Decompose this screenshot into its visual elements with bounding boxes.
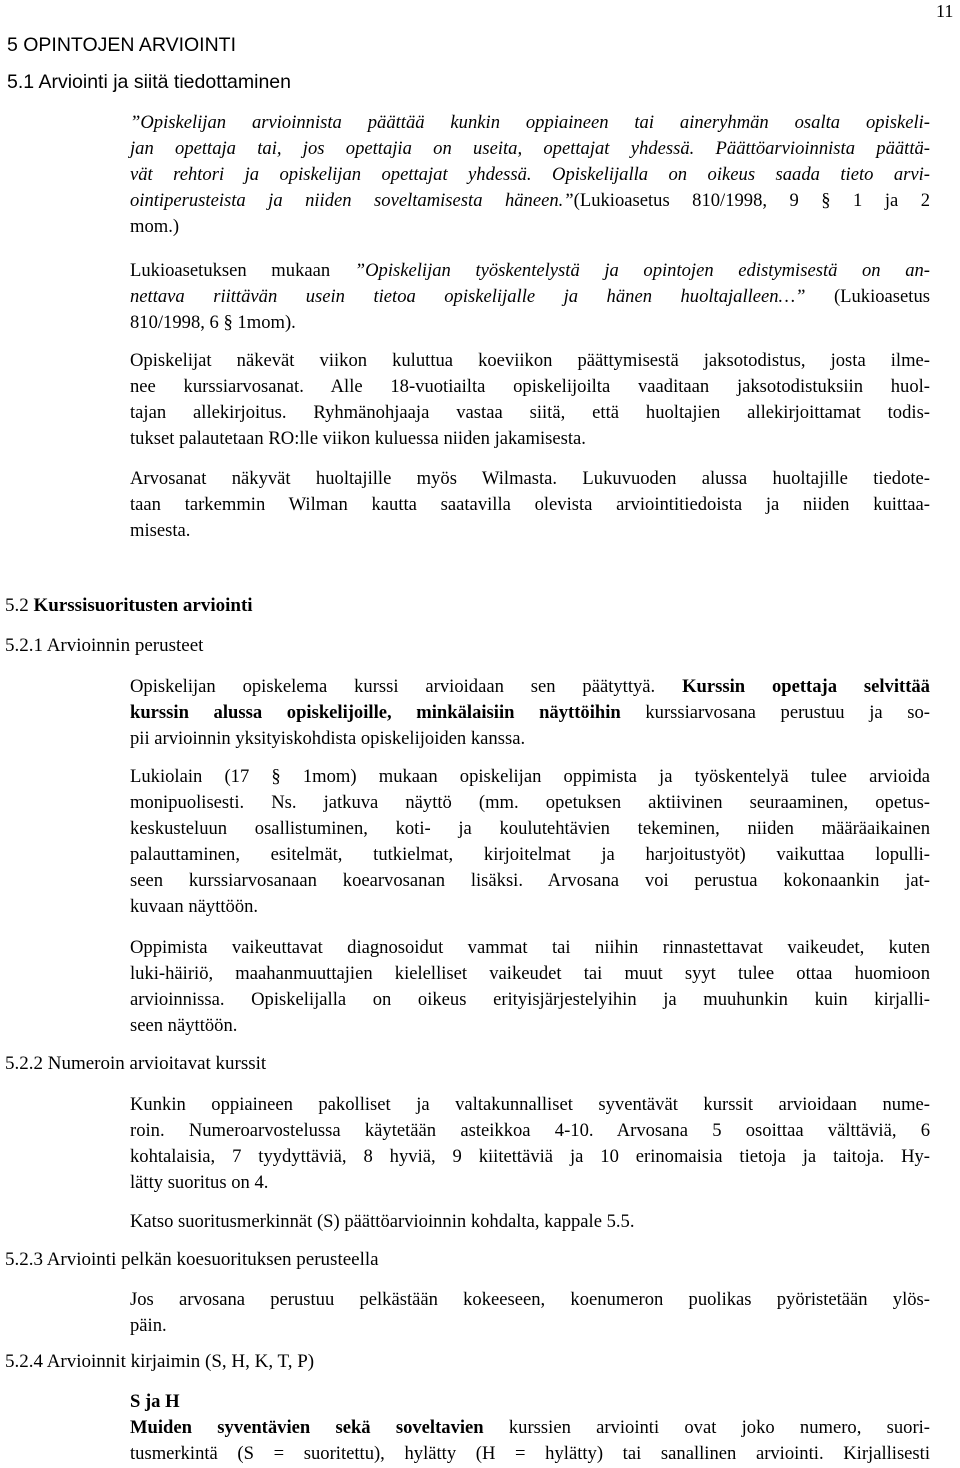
numeroarviointi-paragraph: Kunkin oppiaineen pakolliset ja valtakunnalliset syventävät kurssit arvioidaan nume- roin. Numeroarvostelussa käytetään asteikkoa 4-10. Arvosana 5 osoittaa välttäviä, 6 kohtalaisia, 7 tyydyttäviä, 8 hyviä, 9 kiitettäviä ja 10 erinomaisia tietoja ja taitoja. Hy- lätty suoritus on 4.: [130, 1094, 930, 1193]
erityisjarjestelyt-paragraph: Oppimista vaikeuttavat diagnosoidut vammat tai niihin rinnastettavat vaikeudet, kuten luki-häiriö, maahanmuuttajien kielelliset vaikeudet tai muut syyt tulee ottaa huomioon arvioinnissa. Opiskelijalla on oikeus erityisjärjestelyihin ja muuhunkin kuin kirjalli- seen näyttöön.: [130, 937, 930, 1036]
page-number: 11: [936, 1, 954, 21]
heading-5-2-3: 5.2.3 Arviointi pelkän koesuorituksen perusteella: [5, 1249, 379, 1270]
quote-line: mom.): [130, 216, 180, 237]
lukioasetus-paragraph: Lukioasetuksen mukaan ”Opiskelijan työskentelystä ja opintojen edistymisestä on an- nettava riittävän usein tietoa opiskelijalle ja hänen huoltajalleen…” (Lukioasetus 810/1998, 6 § 1mom).: [130, 260, 930, 333]
arviointi-perusteet-paragraph: Opiskelijan opiskelema kurssi arvioidaan sen päätyttyä. Kurssin opettaja selvittää kurssin alussa opiskelijoille, minkälaisiin näyttöihin kurssiarvosana perustuu ja so- pii arvioinnin yksityiskohdista opiskelijoiden kanssa.: [130, 676, 930, 749]
quote-line: jan opettaja tai, jos opettajia on useita, opettajat yhdessä. Päättöarvioinnista päättä-: [130, 138, 930, 159]
quote-line: vät rehtori ja opiskelijan opettajat yhdessä. Opiskelijalla on oikeus saada tieto arvi-: [130, 164, 930, 185]
section-heading-5-2-text: Kurssisuoritusten arviointi: [33, 595, 253, 616]
chapter-heading: 5 OPINTOJEN ARVIOINTI: [7, 34, 237, 56]
quote-line: ”Opiskelijan arvioinnista päättää kunkin oppiaineen tai aineryhmän osalta opiskeli-: [130, 112, 930, 133]
jaksotodistus-paragraph: Opiskelijat näkevät viikon kuluttua koeviikon päättymisestä jaksotodistus, josta ilme- nee kurssiarvosanat. Alle 18-vuotiailta opiskelijoilta vaaditaan jaksotodistuksiin huol- tajan allekirjoitus. Ryhmänohjaaja vastaa siitä, että huoltajien allekirjoittamat todis- tukset palautetaan RO:lle viikon kuluessa niiden jakamisesta.: [130, 350, 930, 449]
koesuoritus-paragraph: Jos arvosana perustuu pelkästään kokeeseen, koenumeron puolikas pyöristetään ylös- päin.: [130, 1289, 930, 1336]
heading-5-2-1: 5.2.1 Arvioinnin perusteet: [5, 635, 204, 656]
quote-line: ointiperusteista ja niiden soveltamisesta häneen.”(Lukioasetus 810/1998, 9 § 1 ja 2: [130, 190, 930, 211]
suoritusmerkinnat-paragraph: Katso suoritusmerkinnät (S) päättöarvioinnin kohdalta, kappale 5.5.: [130, 1211, 635, 1232]
heading-5-2-2: 5.2.2 Numeroin arvioitavat kurssit: [5, 1053, 267, 1074]
heading-s-ja-h: S ja H: [130, 1391, 180, 1412]
lukiolaki-paragraph: Lukiolain (17 § 1mom) mukaan opiskelijan oppimista ja työskentelyä tulee arvioida monipuolisesti. Ns. jatkuva näyttö (mm. opetuksen aktiivinen seuraaminen, opetus- keskusteluun osallistuminen, koti- ja koulutehtävien tekeminen, niiden määräaikainen palauttaminen, esitelmät, tutkielmat, kirjoitelmat ja harjoitustyöt) vaikuttaa lopulli- seen kurssiarvosanaan koearvosanan lisäksi. Arvosana voi perustua kokonaankin jat- kuvaan näyttöön.: [130, 766, 930, 917]
kirjainarviointi-paragraph: Muiden syventävien sekä soveltavien kurssien arviointi ovat joko numero, suori- tusmerkintä (S = suoritettu), hylätty (H = hylätty) tai sanallinen arviointi. Kirjallisesti: [130, 1417, 931, 1464]
section-heading-5-1: 5.1 Arviointi ja siitä tiedottaminen: [7, 71, 291, 93]
heading-5-2-4: 5.2.4 Arvioinnit kirjaimin (S, H, K, T, P): [5, 1351, 315, 1372]
quote-paragraph: [130, 110, 930, 240]
section-heading-5-2: 5.2 Kurssisuoritusten arviointi: [5, 595, 253, 616]
wilma-paragraph: Arvosanat näkyvät huoltajille myös Wilmasta. Lukuvuoden alussa huoltajille tiedote- taan tarkemmin Wilman kautta saatavilla olevista arviointitiedoista ja niiden kuittaa- misesta.: [130, 468, 930, 541]
